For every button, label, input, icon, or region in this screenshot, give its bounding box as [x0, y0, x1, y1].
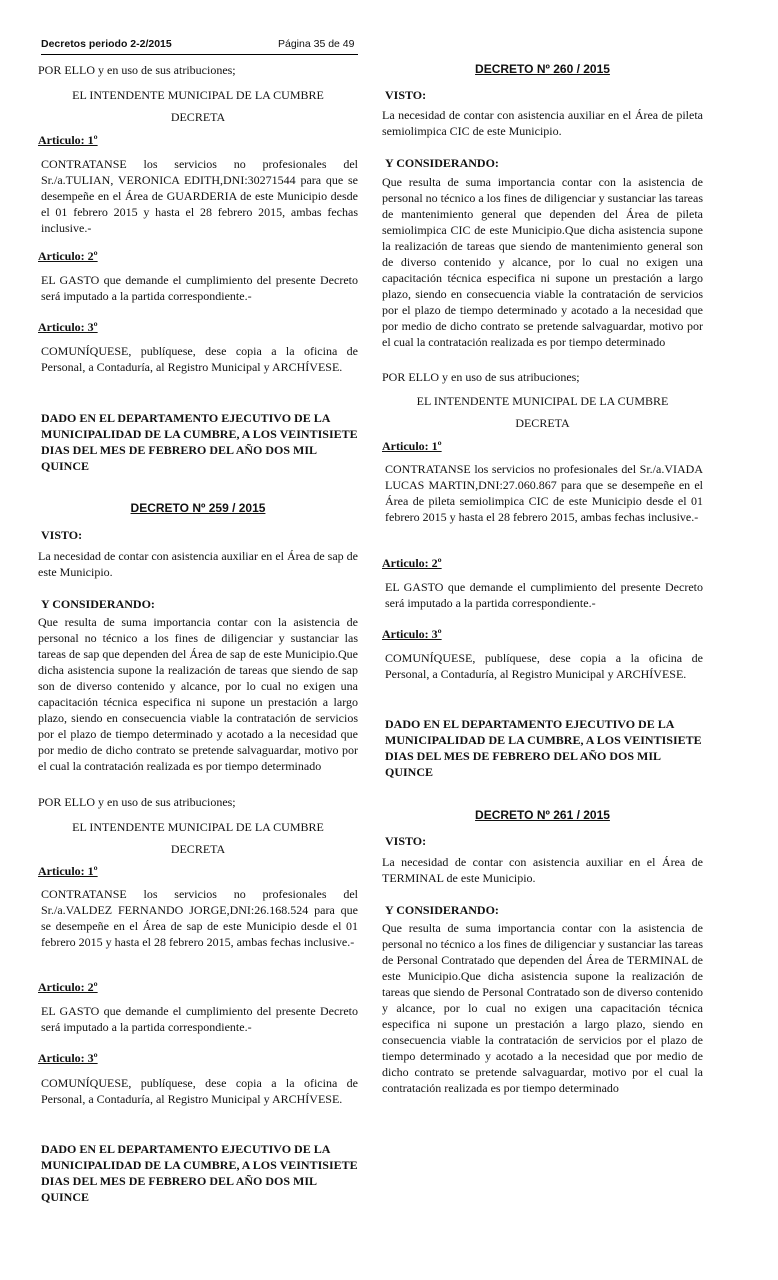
- article-3-label: Articulo: 3º: [38, 1051, 98, 1065]
- decree-260-title: DECRETO Nº 260 / 2015: [475, 62, 610, 76]
- visto-label: VISTO:: [385, 834, 427, 848]
- article-2-label: Articulo: 2º: [38, 249, 98, 263]
- decreta-line: DECRETA: [170, 110, 226, 124]
- running-header: [41, 36, 358, 55]
- article-3-text: COMUNÍQUESE, publíquese, dese copia a la oficina de Personal, a Contaduría, al Registro Municipal y ARCHÍVESE.: [385, 651, 703, 681]
- decreta-line: DECRETA: [170, 842, 226, 856]
- article-2-text: EL GASTO que demande el cumplimiento del presente Decreto será imputado a la partida correspondiente.-: [41, 273, 358, 303]
- considerando-text: Que resulta de suma importancia contar con la asistencia de personal no técnico a los fines de diligenciar y sustanciar las tareas de Personal Contratado que dependen del Área de TERMINAL de este Municipio.Que dicha asistencia supone la realización de tareas que siendo de Personal Contratado son de diverso contenido y alcance, por lo cual no exigen una capacitación técnica especifica ni supone un prestación a largo plazo, siendo en consecuencia viable la contratación de servicios por el plazo de tiempo determinado y acotado a la necesidad que por medio de dicho contrato se pretende salvaguardar, motivo por el cual la contratación realizada es por tiempo determinado: [382, 921, 703, 1095]
- visto-text: La necesidad de contar con asistencia auxiliar en el Área de TERMINAL de este Municipio.: [382, 855, 703, 885]
- considerando-text: Que resulta de suma importancia contar con la asistencia de personal no técnico a los fines de diligenciar y sustanciar las tareas de sap que dependen del Área de sap de este Municipio.Que dicha asistencia supone la realización de tareas que siendo de sap son de diverso contenido y alcance, por lo cual no exigen una capacitación técnica especifica ni supone un prestación a largo plazo, siendo en consecuencia viable la contratación de servicios por el plazo de tiempo determinado y acotado a la necesidad que por medio de dicho contrato se pretende salvaguardar, motivo por el cual la contratación realizada es por tiempo determinado: [38, 615, 358, 773]
- article-2-text: EL GASTO que demande el cumplimiento del presente Decreto será imputado a la partida correspondiente.-: [385, 580, 703, 610]
- article-2-text: EL GASTO que demande el cumplimiento del presente Decreto será imputado a la partida correspondiente.-: [41, 1004, 358, 1034]
- article-3-label: Articulo: 3º: [382, 627, 442, 641]
- article-2-label: Articulo: 2º: [38, 980, 98, 994]
- por-ello: POR ELLO y en uso de sus atribuciones;: [382, 370, 580, 384]
- visto-label: VISTO:: [385, 88, 427, 102]
- article-1-text: CONTRATANSE los servicios no profesionales del Sr./a.VALDEZ FERNANDO JORGE,DNI:26.168.524 para que se desempeñe en el Área de sap de este Municipio desde el 01 febrero 2015 y hasta el 28 febrero 2015, ambas fechas inclusive.-: [41, 887, 358, 949]
- decree-261-title: DECRETO Nº 261 / 2015: [475, 808, 610, 822]
- considerando-label: Y CONSIDERANDO:: [385, 156, 499, 170]
- visto-label: VISTO:: [41, 528, 83, 542]
- article-1-label: Articulo: 1º: [382, 439, 442, 453]
- considerando-label: Y CONSIDERANDO:: [41, 597, 155, 611]
- visto-text: La necesidad de contar con asistencia auxiliar en el Área de pileta semiolimpica CIC de este Municipio.: [382, 108, 703, 138]
- decree-259-title: DECRETO Nº 259 / 2015: [130, 501, 266, 515]
- intendente-line: EL INTENDENTE MUNICIPAL DE LA CUMBRE: [416, 394, 669, 408]
- por-ello: POR ELLO y en uso de sus atribuciones;: [38, 795, 236, 809]
- visto-text: La necesidad de contar con asistencia auxiliar en el Área de sap de este Municipio.: [38, 549, 358, 579]
- intendente-line: EL INTENDENTE MUNICIPAL DE LA CUMBRE: [72, 820, 324, 834]
- article-1-label: Articulo: 1º: [38, 864, 98, 878]
- intendente-line: EL INTENDENTE MUNICIPAL DE LA CUMBRE: [72, 88, 324, 102]
- article-2-label: Articulo: 2º: [382, 556, 442, 570]
- considerando-text: Que resulta de suma importancia contar con la asistencia de personal no técnico a los fines de diligenciar y sustanciar las tareas de mantenimiento general que dependen del Área de pileta semiolimpica CIC de este Municipio.Que dicha asistencia supone la realización de tareas que siendo de mantenimiento general son de diverso contenido y alcance, por lo cual no exigen una capacitación técnica especifica ni supone un prestación a largo plazo, siendo en consecuencia viable la contratación de servicios por el plazo de tiempo determinado y acotado a la necesidad que por medio de dicho contrato se pretende salvaguardar, motivo por el cual la contratación realizada es por tiempo determinado: [382, 175, 703, 349]
- dado-en-block: DADO EN EL DEPARTAMENTO EJECUTIVO DE LA MUNICIPALIDAD DE LA CUMBRE, A LOS VEINTISIETE DIAS DEL MES DE FEBRERO DEL AÑO DOS MIL QUINCE: [41, 1142, 358, 1204]
- considerando-label: Y CONSIDERANDO:: [385, 903, 499, 917]
- por-ello: POR ELLO y en uso de sus atribuciones;: [38, 63, 236, 77]
- article-3-label: Articulo: 3º: [38, 320, 98, 334]
- header-title: Decretos periodo 2-2/2015: [41, 38, 172, 50]
- article-3-text: COMUNÍQUESE, publíquese, dese copia a la oficina de Personal, a Contaduría, al Registro Municipal y ARCHÍVESE.: [41, 344, 358, 374]
- decreta-line: DECRETA: [515, 416, 570, 430]
- article-1-text: CONTRATANSE los servicios no profesionales del Sr./a.VIADA LUCAS MARTIN,DNI:27.060.867 para que se desempeñe en el Área de pileta semiolimpica CIC de este Municipio desde el 01 febrero 2015 y hasta el 28 febrero 2015, ambas fechas inclusive.-: [385, 462, 703, 524]
- article-1-label: Articulo: 1º: [38, 133, 98, 147]
- dado-en-block: DADO EN EL DEPARTAMENTO EJECUTIVO DE LA MUNICIPALIDAD DE LA CUMBRE, A LOS VEINTISIETE DIAS DEL MES DE FEBRERO DEL AÑO DOS MIL QUINCE: [385, 717, 702, 779]
- article-3-text: COMUNÍQUESE, publíquese, dese copia a la oficina de Personal, a Contaduría, al Registro Municipal y ARCHÍVESE.: [41, 1076, 358, 1106]
- page-number: Página 35 de 49: [278, 38, 355, 50]
- dado-en-block: DADO EN EL DEPARTAMENTO EJECUTIVO DE LA MUNICIPALIDAD DE LA CUMBRE, A LOS VEINTISIETE DIAS DEL MES DE FEBRERO DEL AÑO DOS MIL QUINCE: [41, 411, 358, 473]
- article-1-text: CONTRATANSE los servicios no profesionales del Sr./a.TULIAN, VERONICA EDITH,DNI:30271544 para que se desempeñe en el Área de GUARDERIA de este Municipio desde el 01 febrero 2015 y hasta el 28 febrero 2015, ambas fechas inclusive.-: [41, 157, 358, 235]
